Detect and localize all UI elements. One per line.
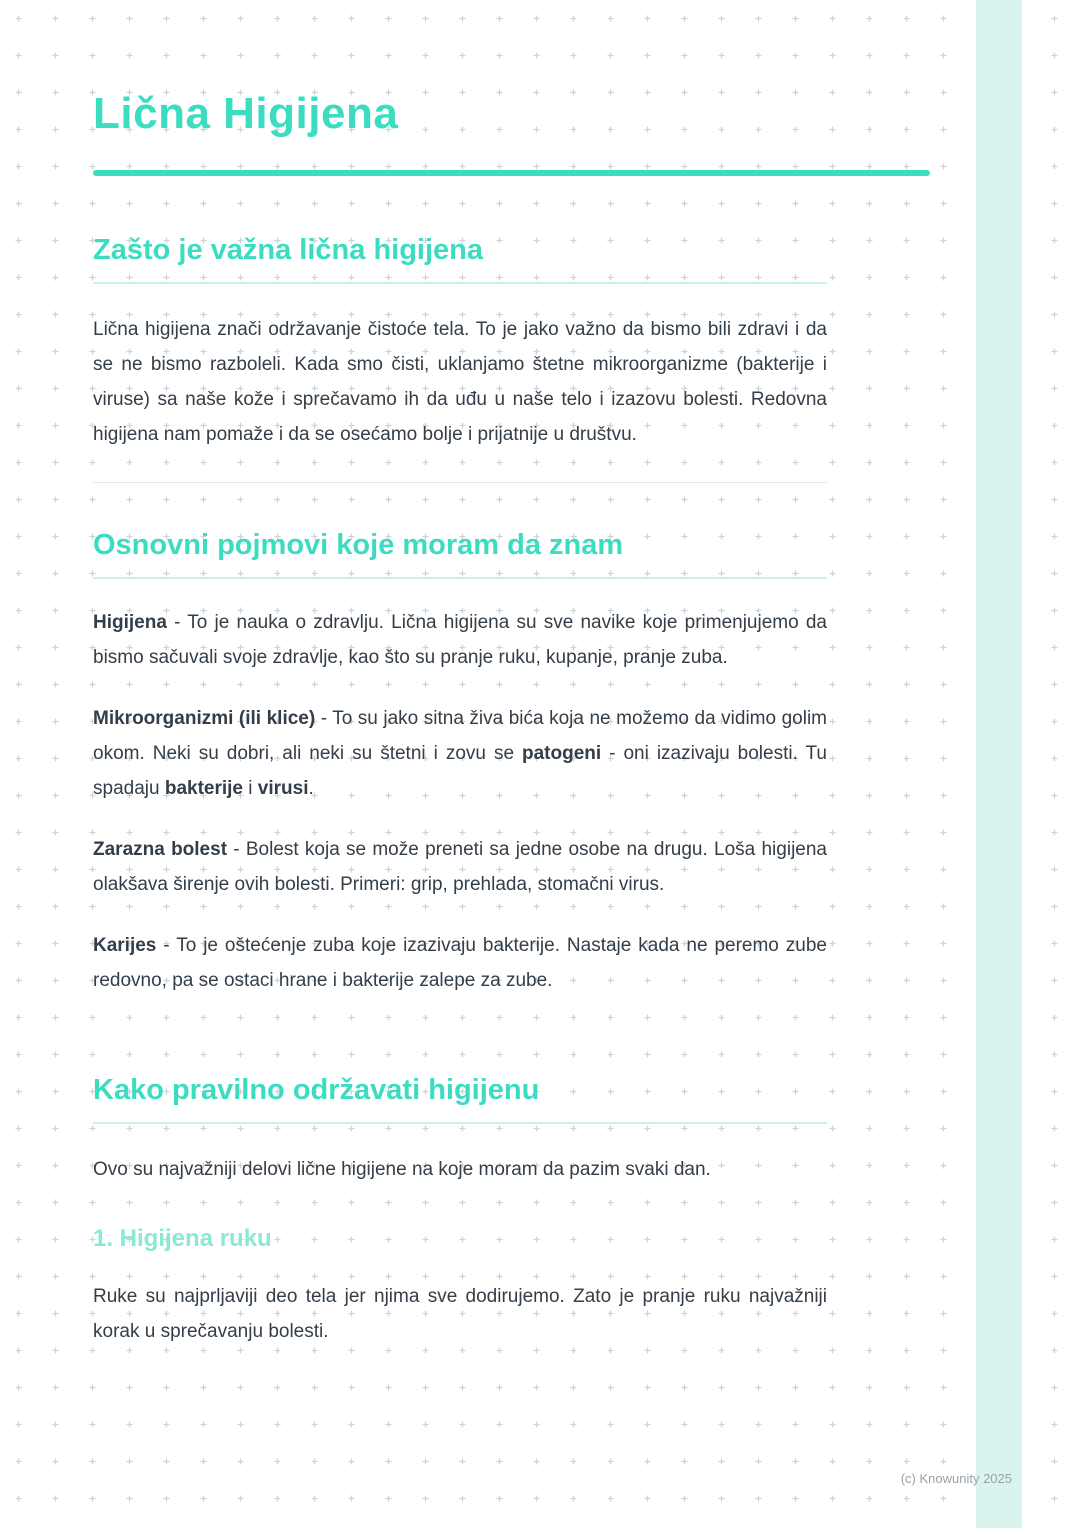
paragraph-hand-hygiene: Ruke su najprljaviji deo tela jer njima sve dodirujemo. Zato je pranje ruku najvažniji korak u sprečavanju bolesti. <box>93 1286 827 1343</box>
document-content <box>93 0 827 1349</box>
side-accent-stripe <box>976 0 1022 1528</box>
page-title: Lična Higijena <box>93 89 399 138</box>
concept-term-inline: bakterije <box>164 778 243 800</box>
concept-text: - oni izazivaju bolesti. Tu spadaju <box>93 743 827 800</box>
concept-text: i <box>243 778 258 800</box>
concept-paragraph-zarazna-bolest <box>93 832 827 902</box>
concept-text: - To je nauka o zdravlju. Lična higijena su sve navike koje primenjujemo da bismo sačuvali svoje zdravlje, kao što su pranje ruku, kupanje, pranje zuba. <box>93 612 827 669</box>
footer-copyright: (c) Knowunity 2025 <box>900 1471 1012 1486</box>
paragraph-why: Lična higijena znači održavanje čistoće tela. To je jako važno da bismo bili zdravi i da se ne bismo razboleli. Kada smo čisti, uklanjamo štetne mikroorganizme (bakterije i viruse) sa naše kože i sprečavamo ih da uđu u naše telo i izazovu bolesti. Redovna higijena nam pomaže i da se osećamo bolje i prijatnije u društvu. <box>93 319 827 446</box>
concept-term: Mikroorganizmi (ili klice) <box>93 708 316 730</box>
concept-text: - To su jako sitna živa bića koja ne možemo da vidimo golim okom. Neki su dobri, ali neki su štetni i zovu se <box>93 708 827 765</box>
section-heading-why: Zašto je važna lična higijena <box>93 234 827 284</box>
concept-text: - Bolest koja se može preneti sa jedne osobe na drugu. Loša higijena olakšava širenje ovih bolesti. Primeri: grip, prehlada, stomačni virus. <box>93 839 827 896</box>
concept-term: Zarazna bolest <box>93 839 228 861</box>
concept-term-inline: patogeni <box>522 743 602 765</box>
concept-paragraph-higijena <box>93 605 827 675</box>
concept-term: Higijena <box>93 612 167 634</box>
concept-text: - To je oštećenje zuba koje izazivaju bakterije. Nastaje kada ne peremo zube redovno, pa se ostaci hrane i bakterije zalepe za zube. <box>93 935 827 992</box>
concept-paragraph-karijes <box>93 928 827 998</box>
concept-term-inline: virusi <box>257 778 309 800</box>
section-heading-concepts: Osnovni pojmovi koje moram da znam <box>93 529 827 579</box>
section-heading-how: Kako pravilno održavati higijenu <box>93 1074 827 1124</box>
title-rule <box>93 170 930 176</box>
concept-paragraph-mikroorganizmi <box>93 701 827 806</box>
section-divider <box>93 482 827 483</box>
concept-term: Karijes <box>93 935 157 957</box>
paragraph-how-intro: Ovo su najvažniji delovi lične higijene na koje moram da pazim svaki dan. <box>93 1159 711 1181</box>
concept-text: . <box>308 778 314 800</box>
sub-heading-hand-hygiene: 1. Higijena ruku <box>93 1225 272 1253</box>
